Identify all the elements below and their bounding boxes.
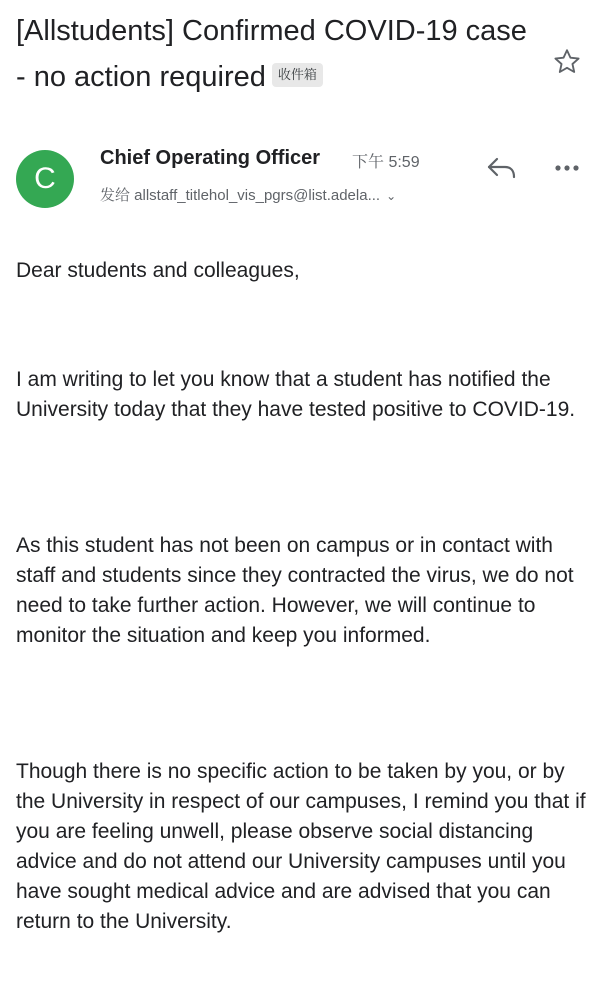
inbox-label-chip[interactable]: 收件箱 bbox=[272, 63, 323, 87]
recipient-details[interactable] bbox=[100, 184, 396, 205]
chevron-down-icon[interactable]: ⌄ bbox=[386, 189, 397, 204]
subject-text: [Allstudents] Confirmed COVID-19 case - no action required bbox=[16, 15, 527, 93]
sender-name[interactable]: Chief Operating Officer bbox=[100, 147, 321, 169]
email-paragraph-2: As this student has not been on campus or in contact with staff and students since they contracted the virus, we do not need to take further action. However, we will continue to monitor the situation and keep you informed. bbox=[16, 534, 574, 647]
sender-avatar[interactable]: C bbox=[16, 150, 74, 208]
reply-icon[interactable] bbox=[484, 152, 520, 184]
email-paragraph-1: I am writing to let you know that a student has notified the University today that they have tested positive to COVID-19. bbox=[16, 368, 576, 421]
email-time: 下午 5:59 bbox=[352, 154, 420, 171]
email-paragraph-3: Though there is no specific action to be taken by you, or by the University in respect of our campuses, I remind you that if you are feeling unwell, please observe social distancing advice and do not attend our University campuses until you have sought medical advice and are advised that you can return to the University. bbox=[16, 760, 586, 933]
email-subject bbox=[16, 8, 536, 100]
email-greeting: Dear students and colleagues, bbox=[16, 259, 300, 282]
star-icon[interactable] bbox=[551, 46, 583, 78]
more-vertical-icon[interactable] bbox=[549, 152, 585, 184]
recipient-text: 发给 allstaff_titlehol_vis_pgrs@list.adela... bbox=[100, 187, 381, 204]
